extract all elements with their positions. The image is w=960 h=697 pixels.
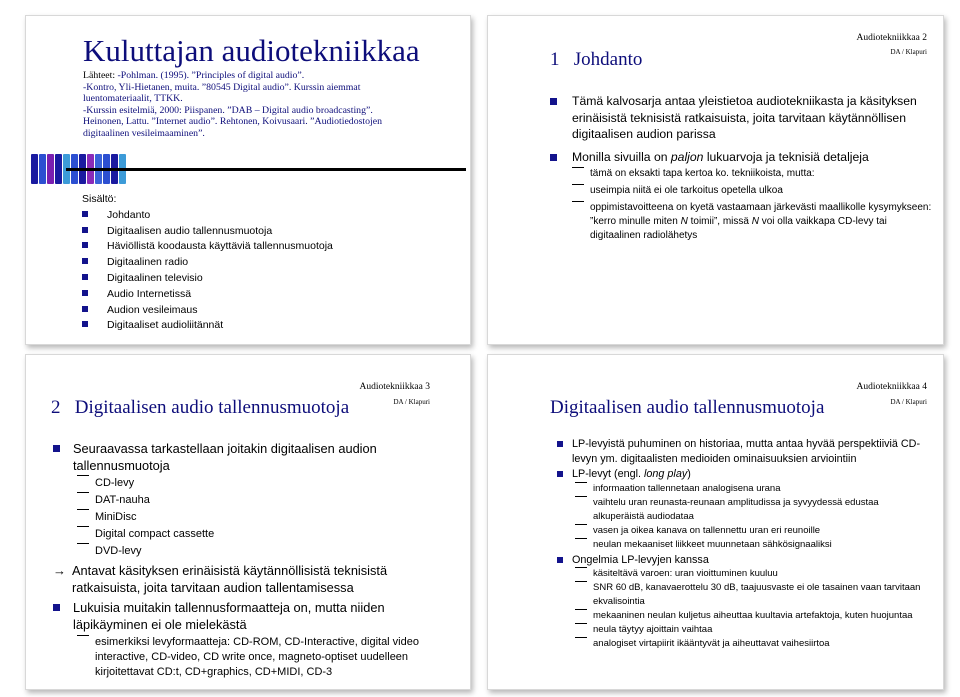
- format-item: MiniDisc: [77, 509, 453, 526]
- arrow-item: → Antavat käsityksen erinäisistä käytännöllisistä teknisistä ratkaisuista, joita tarvitaan audion tallentamisessa: [53, 563, 388, 595]
- slide-body: [53, 440, 453, 680]
- sub-item: oppimistavoitteena on kyetä vastaamaan järkevästi maallikolle kysymykseen: ”kerro minulle miten N toimii”, missä N voi olla vaikkapa CD-levy tai digitaalinen radiolähetys: [572, 201, 935, 243]
- sub-list: [572, 167, 935, 243]
- format-item: DVD-levy: [77, 543, 453, 560]
- divider-line: [66, 168, 466, 171]
- bullet-icon: [550, 154, 557, 161]
- dash-icon: [77, 492, 89, 493]
- bullet-icon: [53, 445, 60, 452]
- bullet-icon: [82, 242, 88, 248]
- toc: [82, 192, 333, 334]
- toc-item: Digitaalinen radio: [82, 255, 333, 271]
- source-line: luentomateriaalit, TTKK.: [83, 93, 183, 104]
- dash-icon: [575, 637, 587, 638]
- sub-item: tämä on eksakti tapa kertoa ko. tekniikoista, mutta:: [572, 167, 935, 181]
- sub-item: vasen ja oikea kanava on tallennettu uran eri reunoille: [575, 524, 932, 538]
- bullet-icon: [82, 321, 88, 327]
- bullet-icon: [82, 290, 88, 296]
- sub-item: käsiteltävä varoen: uran vioittuminen kuuluu: [575, 567, 932, 581]
- dash-icon: [77, 543, 89, 544]
- source-line: digitaalinen vesileimaaminen”.: [83, 127, 205, 139]
- bullet-icon: [557, 441, 563, 447]
- sub-item: vaihtelu uran reunasta-reunaan amplitudissa ja syvyydessä edustaa alkuperäistä audiodataa: [575, 496, 932, 524]
- sub-item: esimerkiksi levyformaatteja: CD-ROM, CD-Interactive, digital video interactive, CD-video, CD write once, magneto-optiset uudelleen kirjoitettavat CD:t, CD+graphics, CD+MIDI, CD-3: [77, 635, 453, 680]
- slide-title: 2 Digitaalisen audio tallennusmuotoja: [51, 397, 350, 418]
- toc-label: Sisältö:: [82, 193, 117, 205]
- bullet-icon: [557, 557, 563, 563]
- sources-block: [83, 70, 468, 139]
- arrow-right-icon: →: [53, 563, 66, 578]
- source-line: -Pohlman. (1995). ”Principles of digital audio”.: [117, 70, 305, 81]
- slide-author: DA / Klapuri: [890, 398, 927, 406]
- sources-label: Lähteet:: [83, 70, 116, 81]
- slide-title: 1 Johdanto: [550, 49, 643, 70]
- dash-icon: [575, 496, 587, 497]
- sub-item: useimpia niitä ei ole tarkoitus opetella ulkoa: [572, 184, 935, 198]
- slide-author: DA / Klapuri: [890, 48, 927, 56]
- bullet-icon: [53, 604, 60, 611]
- dash-icon: [572, 201, 584, 202]
- bullet-icon: [82, 227, 88, 233]
- sub-list: [575, 567, 932, 651]
- dash-icon: [77, 475, 89, 476]
- slide-4: [487, 354, 944, 690]
- slide-2: [487, 15, 944, 345]
- dash-icon: [575, 567, 587, 568]
- format-item: CD-levy: [77, 475, 453, 492]
- bullet-item: Monilla sivuilla on paljon lukuarvoja ja teknisiä detaljeja: [550, 149, 935, 166]
- format-list: [77, 475, 453, 560]
- bullet-icon: [82, 258, 88, 264]
- slide-header: Audiotekniikkaa 2: [856, 33, 927, 43]
- sub-item: neula täytyy ajoittain vaihtaa: [575, 623, 932, 637]
- slide-title: Digitaalisen audio tallennusmuotoja: [550, 397, 825, 418]
- dash-icon: [575, 524, 587, 525]
- toc-item: Digitaaliset audioliitännät: [82, 318, 333, 334]
- toc-item: Häviöllistä koodausta käyttäviä tallennusmuotoja: [82, 239, 333, 255]
- slide-1: [25, 15, 471, 345]
- slide-title: Kuluttajan audiotekniikkaa: [83, 33, 420, 68]
- toc-item: Audion vesileimaus: [82, 303, 333, 319]
- bullet-icon: [82, 274, 88, 280]
- source-line: -Kontro, Yli-Hietanen, muita. ”80545 Digital audio”. Kurssin aiemmat: [83, 81, 361, 93]
- slide-header: Audiotekniikkaa 3: [359, 382, 430, 392]
- bullet-item: LP-levyistä puhuminen on historiaa, mutta antaa hyvää perspektiiviä CD-levyn ym. digitaalisten medioiden ominaisuuksien arviointiin: [557, 437, 932, 466]
- bullet-item: LP-levyt (engl. long play): [557, 467, 932, 482]
- slide-3: [25, 354, 471, 690]
- format-item: DAT-nauha: [77, 492, 453, 509]
- sub-item: analogiset virtapiirit ikääntyvät ja aiheuttavat vaihesiirtoa: [575, 637, 932, 651]
- bullet-icon: [550, 98, 557, 105]
- sub-item: informaation tallennetaan analogisena urana: [575, 482, 932, 496]
- dash-icon: [572, 184, 584, 185]
- dash-icon: [572, 167, 584, 168]
- toc-item: Digitaalisen audio tallennusmuotoja: [82, 224, 333, 240]
- dash-icon: [77, 526, 89, 527]
- bullet-item: Tämä kalvosarja antaa yleistietoa audiotekniikasta ja käsityksen erinäisistä teknisistä ratkaisuista, joita tarvitaan käytännöllisen digitaalisen audion parissa: [550, 93, 935, 143]
- source-line: -Kurssin esitelmiä, 2000: Piispanen. ”DAB – Digital audio broadcasting”.: [83, 104, 373, 116]
- bullet-icon: [82, 306, 88, 312]
- sub-item: neulan mekaaniset liikkeet muunnetaan sähkösignaaliksi: [575, 538, 932, 552]
- slide-header: Audiotekniikkaa 4: [856, 382, 927, 392]
- bullet-item: Lukuisia muitakin tallennusformaatteja on, mutta niiden läpikäyminen ei ole mielekästä: [53, 599, 453, 633]
- toc-item: Johdanto: [82, 208, 333, 224]
- dash-icon: [575, 609, 587, 610]
- dash-icon: [77, 635, 89, 636]
- dash-icon: [575, 581, 587, 582]
- slide-body: [557, 437, 932, 651]
- dash-icon: [575, 623, 587, 624]
- sub-item: mekaaninen neulan kuljetus aiheuttaa kuultavia artefaktoja, kuten huojuntaa: [575, 609, 932, 623]
- toc-item: Audio Internetissä: [82, 287, 333, 303]
- format-item: Digital compact cassette: [77, 526, 453, 543]
- bullet-icon: [557, 471, 563, 477]
- bullet-item: Seuraavassa tarkastellaan joitakin digitaalisen audion tallennusmuotoja: [53, 440, 453, 474]
- source-line: Heinonen, Lattu. ”Internet audio”. Rehtonen, Koivusaari. ”Audiotiedostojen: [83, 116, 382, 127]
- toc-item: Digitaalinen televisio: [82, 271, 333, 287]
- sub-item: SNR 60 dB, kanavaerottelu 30 dB, taajuusvaste ei ole tasainen vaan tarvitaan ekvalisointia: [575, 581, 932, 609]
- sub-list: [575, 482, 932, 552]
- dash-icon: [575, 482, 587, 483]
- dash-icon: [77, 509, 89, 510]
- bullet-item: Ongelmia LP-levyjen kanssa: [557, 553, 932, 568]
- dash-icon: [575, 538, 587, 539]
- slide-author: DA / Klapuri: [393, 398, 430, 406]
- bullet-icon: [82, 211, 88, 217]
- slide-body: [550, 93, 935, 243]
